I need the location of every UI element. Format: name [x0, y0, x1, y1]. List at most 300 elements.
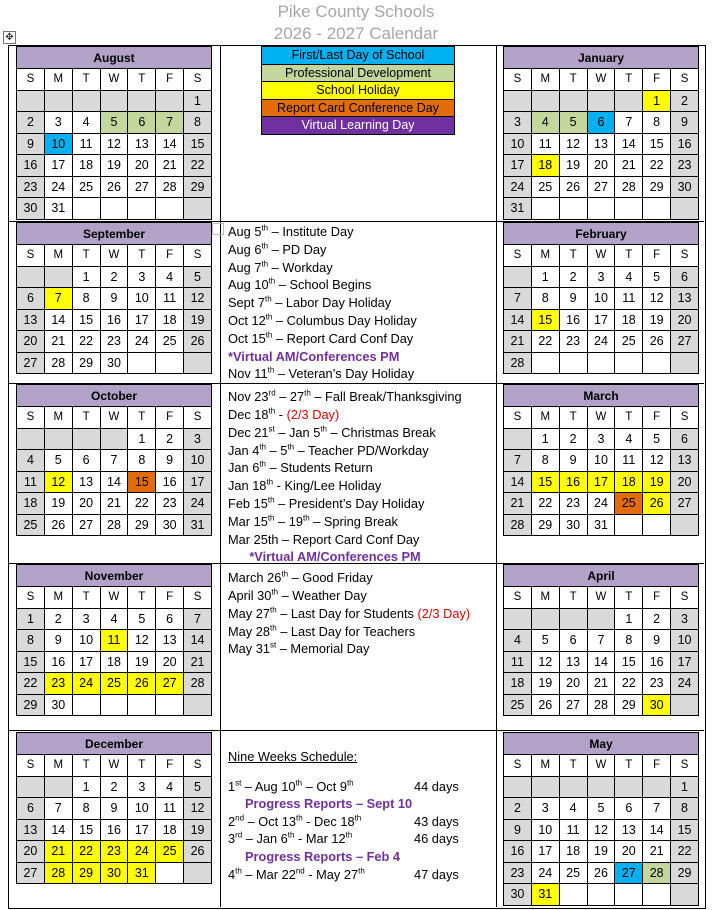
- day-cell: 29: [72, 352, 100, 374]
- weekday-label: S: [504, 245, 532, 267]
- event-item: May 27th – Last Day for Students (2/3 Day): [228, 605, 471, 621]
- weekday-label: T: [128, 407, 156, 429]
- day-cell: 16: [643, 651, 671, 673]
- day-cell: 14: [504, 471, 532, 493]
- event-item: Aug 5th – Institute Day: [228, 223, 354, 239]
- weekday-label: S: [504, 755, 532, 777]
- day-cell: 25: [156, 841, 184, 863]
- empty-day-cell: [671, 352, 699, 374]
- day-cell: 3: [184, 428, 212, 450]
- table-move-handle-icon[interactable]: ✥: [3, 31, 16, 44]
- day-cell: 23: [156, 493, 184, 515]
- day-cell: 21: [156, 155, 184, 177]
- empty-day-cell: [643, 514, 671, 536]
- day-cell: 25: [615, 493, 643, 515]
- day-cell: 7: [587, 630, 615, 652]
- grading-period: 1st – Aug 10th – Oct 9th 44 days: [228, 778, 459, 794]
- day-cell: 28: [587, 694, 615, 716]
- empty-day-cell: [587, 608, 615, 630]
- weekday-label: W: [100, 587, 128, 609]
- day-cell: 9: [156, 450, 184, 472]
- day-cell: 18: [100, 651, 128, 673]
- day-cell: 9: [559, 450, 587, 472]
- day-cell: 28: [184, 673, 212, 695]
- day-cell: 29: [531, 514, 559, 536]
- day-cell: 23: [559, 493, 587, 515]
- day-cell: 1: [531, 428, 559, 450]
- day-cell: 19: [128, 651, 156, 673]
- day-cell: 22: [128, 493, 156, 515]
- day-cell: 12: [184, 288, 212, 310]
- day-cell: 19: [559, 155, 587, 177]
- weekday-label: F: [156, 245, 184, 267]
- day-cell: 10: [587, 288, 615, 310]
- day-cell: 12: [559, 133, 587, 155]
- weekday-label: F: [156, 755, 184, 777]
- weekday-label: S: [17, 755, 45, 777]
- day-cell: 10: [128, 798, 156, 820]
- events-block-spring: [228, 569, 496, 658]
- empty-day-cell: [504, 608, 532, 630]
- event-item: *Virtual AM/Conferences PM: [228, 549, 421, 565]
- weekday-label: S: [671, 755, 699, 777]
- day-cell: 21: [643, 841, 671, 863]
- day-cell: 30: [100, 862, 128, 884]
- calendar-october: [16, 384, 212, 536]
- day-cell: 19: [100, 155, 128, 177]
- empty-day-cell: [504, 266, 532, 288]
- day-cell: 14: [504, 309, 532, 331]
- day-cell: 5: [643, 266, 671, 288]
- weekday-label: M: [44, 755, 72, 777]
- day-cell: 24: [72, 673, 100, 695]
- day-cell: 17: [504, 155, 532, 177]
- weekday-label: S: [671, 245, 699, 267]
- day-cell: 26: [559, 176, 587, 198]
- event-item: *Virtual AM/Conferences PM: [228, 348, 400, 364]
- calendar-august: [16, 46, 212, 220]
- empty-day-cell: [72, 428, 100, 450]
- empty-day-cell: [615, 352, 643, 374]
- weekday-label: M: [44, 407, 72, 429]
- weekday-label: M: [531, 407, 559, 429]
- day-cell: 24: [128, 841, 156, 863]
- weekday-label: S: [17, 407, 45, 429]
- day-cell: 28: [615, 176, 643, 198]
- event-item: Aug 6th – PD Day: [228, 241, 327, 257]
- day-cell: 20: [156, 651, 184, 673]
- day-cell: 4: [100, 608, 128, 630]
- weekday-label: T: [559, 69, 587, 91]
- day-cell: 15: [72, 309, 100, 331]
- weekday-label: M: [531, 245, 559, 267]
- day-cell: 16: [44, 651, 72, 673]
- event-item: Aug 7th – Workday: [228, 259, 333, 275]
- day-cell: 11: [615, 288, 643, 310]
- empty-day-cell: [44, 776, 72, 798]
- day-cell: 1: [17, 608, 45, 630]
- day-cell: 31: [587, 514, 615, 536]
- weekday-label: T: [128, 755, 156, 777]
- day-cell: 30: [671, 176, 699, 198]
- day-cell: 3: [587, 266, 615, 288]
- row-divider-4: [8, 730, 704, 731]
- weekday-label: T: [128, 587, 156, 609]
- day-cell: 21: [184, 651, 212, 673]
- day-cell: 3: [128, 776, 156, 798]
- event-item: April 30th – Weather Day: [228, 587, 367, 603]
- day-cell: 7: [156, 112, 184, 134]
- day-cell: 19: [44, 493, 72, 515]
- event-item: May 31st – Memorial Day: [228, 641, 370, 657]
- day-cell: 26: [587, 862, 615, 884]
- event-item: Dec 18th - (2/3 Day): [228, 406, 340, 422]
- weekday-label: M: [531, 755, 559, 777]
- empty-day-cell: [184, 694, 212, 716]
- legend-school-holiday: School Holiday: [262, 82, 455, 100]
- day-cell: 11: [156, 288, 184, 310]
- day-cell: 20: [671, 471, 699, 493]
- day-cell: 27: [17, 352, 45, 374]
- day-cell: 16: [100, 819, 128, 841]
- day-cell: 7: [44, 288, 72, 310]
- day-cell: 8: [128, 450, 156, 472]
- empty-day-cell: [156, 90, 184, 112]
- empty-day-cell: [643, 352, 671, 374]
- day-cell: 12: [100, 133, 128, 155]
- grading-period: 2nd – Oct 13th - Dec 18th 43 days: [228, 813, 459, 829]
- period-days: 47 days: [414, 866, 459, 882]
- weekday-label: W: [587, 407, 615, 429]
- day-cell: 19: [587, 841, 615, 863]
- empty-day-cell: [504, 776, 532, 798]
- day-cell: 6: [72, 450, 100, 472]
- day-cell: 15: [17, 651, 45, 673]
- empty-day-cell: [72, 198, 100, 220]
- event-item: Jan 4th – 5th – Teacher PD/Workday: [228, 442, 429, 458]
- weekday-label: F: [156, 407, 184, 429]
- month-name: January: [504, 47, 699, 69]
- calendar-year-title: 2026 - 2027 Calendar: [273, 24, 439, 43]
- day-cell: 16: [17, 155, 45, 177]
- weekday-label: S: [17, 245, 45, 267]
- day-cell: 10: [72, 630, 100, 652]
- day-cell: 1: [72, 776, 100, 798]
- day-cell: 6: [17, 798, 45, 820]
- day-cell: 9: [671, 112, 699, 134]
- empty-day-cell: [559, 776, 587, 798]
- weekday-label: T: [559, 407, 587, 429]
- empty-day-cell: [531, 776, 559, 798]
- day-cell: 1: [671, 776, 699, 798]
- day-cell: 4: [559, 798, 587, 820]
- weekday-label: S: [671, 69, 699, 91]
- month-name: October: [17, 385, 212, 407]
- day-cell: 6: [671, 428, 699, 450]
- day-cell: 20: [17, 841, 45, 863]
- day-cell: 14: [587, 651, 615, 673]
- weekday-label: S: [671, 407, 699, 429]
- empty-day-cell: [128, 694, 156, 716]
- day-cell: 31: [128, 862, 156, 884]
- day-cell: 5: [643, 428, 671, 450]
- day-cell: 25: [615, 331, 643, 353]
- day-cell: 1: [615, 608, 643, 630]
- day-cell: 29: [17, 694, 45, 716]
- day-cell: 8: [643, 112, 671, 134]
- day-cell: 6: [559, 630, 587, 652]
- weekday-label: T: [615, 407, 643, 429]
- day-cell: 19: [184, 309, 212, 331]
- event-item: Nov 23rd – 27th – Fall Break/Thanksgiving: [228, 388, 462, 405]
- day-cell: 3: [504, 112, 532, 134]
- empty-day-cell: [156, 198, 184, 220]
- day-cell: 5: [184, 266, 212, 288]
- day-cell: 21: [615, 155, 643, 177]
- day-cell: 11: [100, 630, 128, 652]
- day-cell: 18: [156, 309, 184, 331]
- weekday-label: T: [72, 69, 100, 91]
- day-cell: 3: [72, 608, 100, 630]
- day-cell: 1: [643, 90, 671, 112]
- calendar-september: [16, 222, 212, 374]
- day-cell: 25: [100, 673, 128, 695]
- day-cell: 15: [72, 819, 100, 841]
- day-cell: 20: [587, 155, 615, 177]
- day-cell: 23: [643, 673, 671, 695]
- day-cell: 2: [44, 608, 72, 630]
- weekday-label: S: [671, 587, 699, 609]
- weekday-label: T: [615, 755, 643, 777]
- weekday-label: W: [587, 69, 615, 91]
- day-cell: 10: [531, 819, 559, 841]
- empty-day-cell: [643, 884, 671, 906]
- day-cell: 23: [44, 673, 72, 695]
- weekday-label: W: [100, 755, 128, 777]
- empty-day-cell: [643, 776, 671, 798]
- day-cell: 26: [128, 673, 156, 695]
- day-cell: 22: [643, 155, 671, 177]
- day-cell: 14: [44, 819, 72, 841]
- empty-day-cell: [587, 198, 615, 220]
- day-cell: 10: [128, 288, 156, 310]
- day-cell: 4: [72, 112, 100, 134]
- event-item: Aug 10th – School Begins: [228, 277, 372, 293]
- event-item: March 26th – Good Friday: [228, 569, 373, 586]
- day-cell: 27: [72, 514, 100, 536]
- event-item: Sept 7th – Labor Day Holiday: [228, 294, 392, 311]
- day-cell: 17: [128, 819, 156, 841]
- weekday-label: S: [184, 69, 212, 91]
- day-cell: 28: [504, 352, 532, 374]
- day-cell: 13: [156, 630, 184, 652]
- day-cell: 17: [184, 471, 212, 493]
- weekday-label: T: [615, 245, 643, 267]
- day-cell: 19: [184, 819, 212, 841]
- weekday-label: F: [643, 755, 671, 777]
- day-cell: 22: [671, 841, 699, 863]
- day-cell: 31: [504, 198, 532, 220]
- day-cell: 19: [643, 471, 671, 493]
- weekday-label: T: [128, 69, 156, 91]
- day-cell: 4: [17, 450, 45, 472]
- day-cell: 20: [17, 331, 45, 353]
- day-cell: 23: [671, 155, 699, 177]
- day-cell: 26: [531, 694, 559, 716]
- day-cell: 4: [615, 428, 643, 450]
- empty-day-cell: [184, 352, 212, 374]
- weekday-label: S: [184, 755, 212, 777]
- day-cell: 24: [128, 331, 156, 353]
- day-cell: 10: [671, 630, 699, 652]
- day-cell: 11: [504, 651, 532, 673]
- calendar-december: [16, 732, 212, 884]
- day-cell: 22: [531, 493, 559, 515]
- day-cell: 21: [44, 841, 72, 863]
- day-cell: 27: [671, 331, 699, 353]
- calendar-february: [503, 222, 699, 374]
- day-cell: 18: [559, 841, 587, 863]
- legend-first-last-day: First/Last Day of School: [262, 47, 455, 65]
- day-cell: 24: [671, 673, 699, 695]
- day-cell: 15: [643, 133, 671, 155]
- empty-day-cell: [615, 884, 643, 906]
- day-cell: 29: [184, 176, 212, 198]
- important-dates-list: [228, 223, 496, 658]
- day-cell: 10: [587, 450, 615, 472]
- period-days: 44 days: [414, 778, 459, 794]
- day-cell: 5: [44, 450, 72, 472]
- day-cell: 19: [643, 309, 671, 331]
- nine-weeks-schedule: [228, 748, 496, 883]
- day-cell: 22: [615, 673, 643, 695]
- day-cell: 16: [156, 471, 184, 493]
- empty-day-cell: [100, 694, 128, 716]
- empty-day-cell: [156, 694, 184, 716]
- day-cell: 2: [559, 428, 587, 450]
- day-cell: 9: [100, 798, 128, 820]
- calendar-january: [503, 46, 699, 220]
- day-cell: 6: [156, 608, 184, 630]
- day-cell: 24: [44, 176, 72, 198]
- day-cell: 23: [17, 176, 45, 198]
- weekday-label: S: [184, 407, 212, 429]
- weekday-label: T: [559, 587, 587, 609]
- legend-virtual-learning: Virtual Learning Day: [262, 117, 455, 135]
- day-cell: 8: [615, 630, 643, 652]
- day-cell: 14: [44, 309, 72, 331]
- day-cell: 2: [17, 112, 45, 134]
- day-cell: 9: [504, 819, 532, 841]
- weekday-label: F: [156, 587, 184, 609]
- empty-day-cell: [44, 428, 72, 450]
- empty-day-cell: [615, 514, 643, 536]
- weekday-label: S: [504, 69, 532, 91]
- day-cell: 5: [531, 630, 559, 652]
- day-cell: 30: [44, 694, 72, 716]
- day-cell: 14: [615, 133, 643, 155]
- day-cell: 6: [615, 798, 643, 820]
- day-cell: 17: [587, 471, 615, 493]
- day-cell: 27: [128, 176, 156, 198]
- day-cell: 12: [643, 450, 671, 472]
- grading-period: 4th – Mar 22nd - May 27th 47 days: [228, 866, 459, 882]
- day-cell: 13: [671, 450, 699, 472]
- day-cell: 3: [44, 112, 72, 134]
- empty-day-cell: [587, 884, 615, 906]
- month-name: May: [504, 733, 699, 755]
- weekday-label: T: [615, 587, 643, 609]
- day-cell: 7: [504, 288, 532, 310]
- day-cell: 13: [128, 133, 156, 155]
- empty-day-cell: [156, 862, 184, 884]
- day-cell: 8: [72, 798, 100, 820]
- day-cell: 21: [587, 673, 615, 695]
- day-cell: 10: [504, 133, 532, 155]
- day-cell: 4: [504, 630, 532, 652]
- day-cell: 2: [643, 608, 671, 630]
- day-cell: 4: [531, 112, 559, 134]
- day-cell: 30: [156, 514, 184, 536]
- day-cell: 5: [184, 776, 212, 798]
- day-cell: 18: [531, 155, 559, 177]
- day-cell: 14: [643, 819, 671, 841]
- empty-day-cell: [559, 608, 587, 630]
- weekday-label: W: [587, 587, 615, 609]
- day-cell: 13: [559, 651, 587, 673]
- day-cell: 12: [184, 798, 212, 820]
- day-cell: 27: [671, 493, 699, 515]
- day-cell: 29: [643, 176, 671, 198]
- empty-day-cell: [128, 352, 156, 374]
- calendar-march: [503, 384, 699, 536]
- day-cell: 26: [184, 331, 212, 353]
- weekday-label: W: [587, 755, 615, 777]
- weekday-label: S: [504, 407, 532, 429]
- empty-day-cell: [504, 428, 532, 450]
- day-cell: 11: [559, 819, 587, 841]
- day-cell: 13: [72, 471, 100, 493]
- empty-day-cell: [615, 776, 643, 798]
- empty-day-cell: [671, 198, 699, 220]
- weekday-label: T: [72, 755, 100, 777]
- day-cell: 28: [643, 862, 671, 884]
- event-item: Oct 15th – Report Card Conf Day: [228, 330, 414, 346]
- day-cell: 21: [100, 493, 128, 515]
- day-cell: 23: [100, 841, 128, 863]
- weekday-label: T: [615, 69, 643, 91]
- day-cell: 15: [671, 819, 699, 841]
- empty-day-cell: [17, 266, 45, 288]
- day-cell: 14: [100, 471, 128, 493]
- day-cell: 18: [156, 819, 184, 841]
- day-cell: 10: [184, 450, 212, 472]
- district-title: Pike County Schools: [277, 2, 435, 21]
- weekday-label: T: [128, 245, 156, 267]
- day-cell: 23: [100, 331, 128, 353]
- day-cell: 25: [559, 862, 587, 884]
- day-cell: 26: [643, 331, 671, 353]
- column-divider-right: [496, 45, 497, 907]
- day-cell: 27: [559, 694, 587, 716]
- day-cell: 1: [531, 266, 559, 288]
- empty-day-cell: [128, 90, 156, 112]
- weekday-label: T: [72, 407, 100, 429]
- day-cell: 24: [587, 331, 615, 353]
- day-cell: 12: [587, 819, 615, 841]
- nine-weeks-rows: [228, 778, 496, 884]
- day-cell: 16: [100, 309, 128, 331]
